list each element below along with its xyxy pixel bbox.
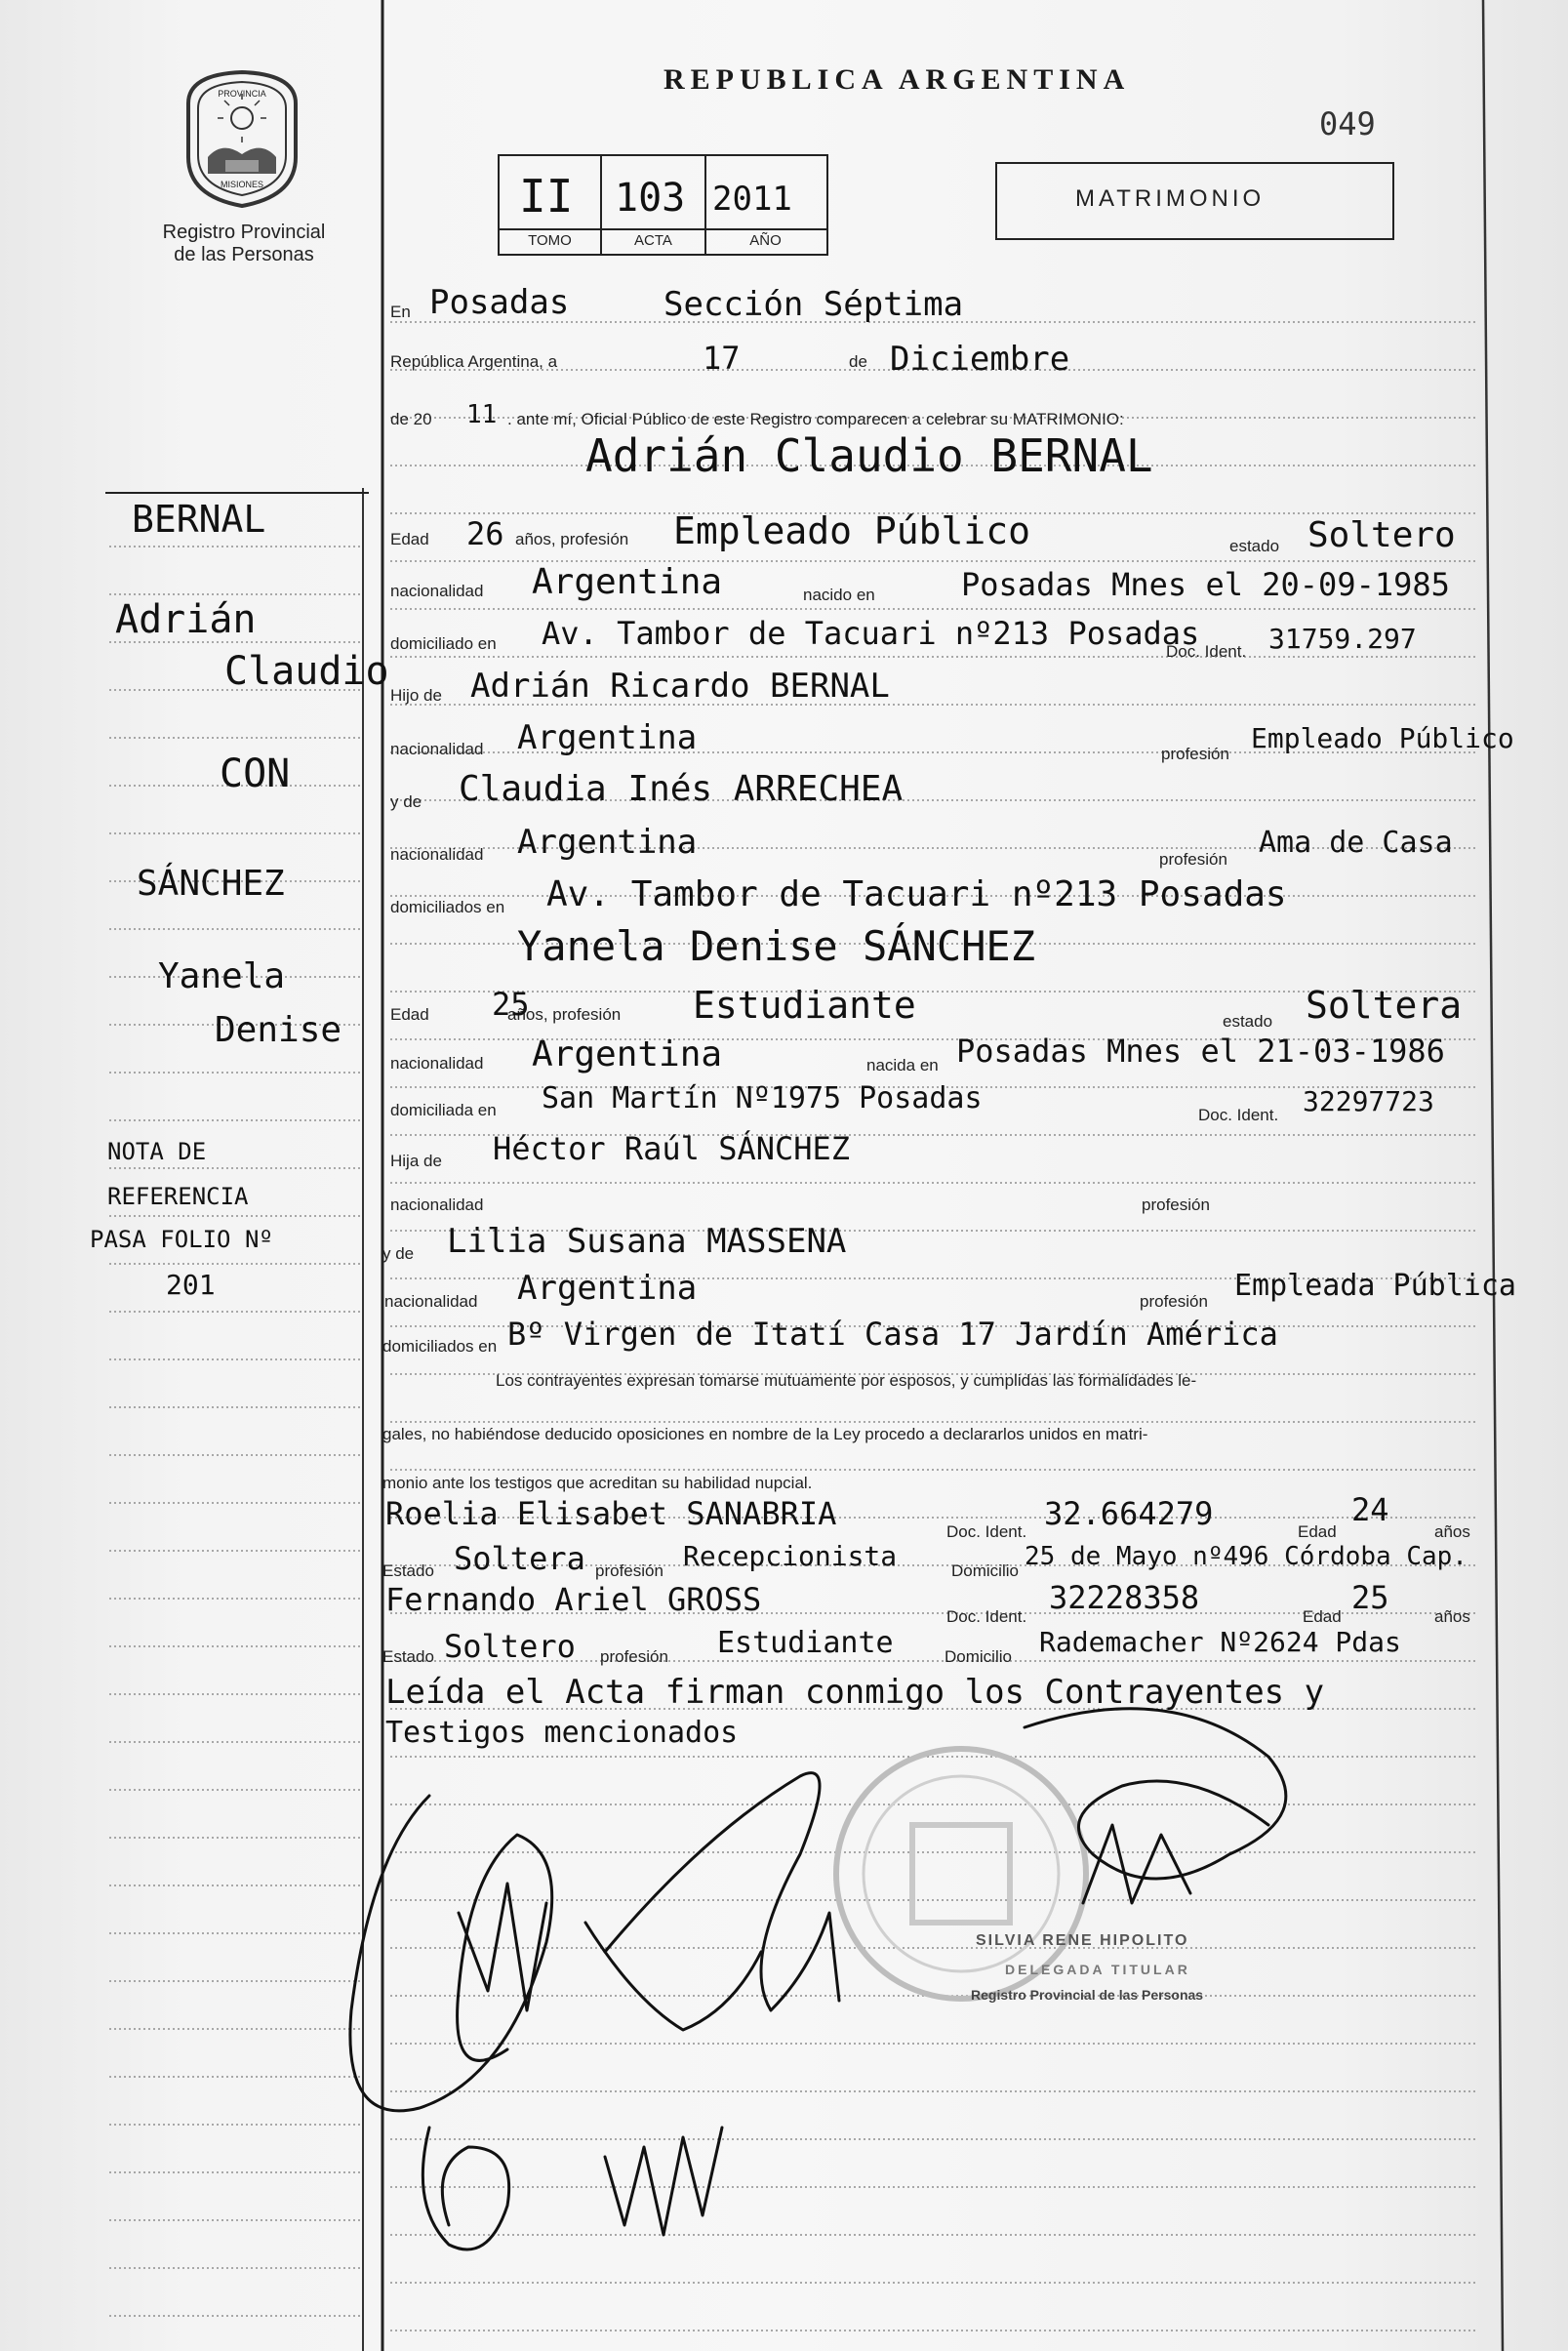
anio-value: 2011 <box>712 180 792 219</box>
bride-full-name: Yanela Denise SÁNCHEZ <box>517 922 1036 970</box>
witness1-address: 25 de Mayo nº496 Córdoba Cap. <box>1025 1542 1467 1571</box>
registry-line2: de las Personas <box>174 244 314 265</box>
signature-3 <box>1025 1709 1286 1879</box>
label-bride-doc: Doc. Ident. <box>1198 1106 1279 1124</box>
label-groom-hijo: Hijo de <box>390 686 442 705</box>
groom-marital-status: Soltero <box>1307 515 1456 555</box>
bride-age: 25 <box>492 986 530 1023</box>
label-w1-doc: Doc. Ident. <box>946 1522 1027 1541</box>
groom-profession: Empleado Público <box>673 509 1031 552</box>
margin-surname-bride: SÁNCHEZ <box>137 864 285 904</box>
margin-note-line1: NOTA DE <box>107 1138 207 1165</box>
witness2-age: 25 <box>1351 1579 1389 1616</box>
label-w1-estado: Estado <box>382 1561 434 1580</box>
city-value: Posadas <box>429 283 570 322</box>
label-w1-edad: Edad <box>1298 1522 1337 1541</box>
witness1-age: 24 <box>1351 1491 1389 1528</box>
margin-middle-name-groom: Claudio <box>224 649 389 694</box>
groom-address: Av. Tambor de Tacuari nº213 Posadas <box>542 615 1200 652</box>
legal-text-line3: monio ante los testigos que acreditan su habilidad nupcial. <box>382 1474 813 1492</box>
label-w2-domicilio: Domicilio <box>945 1647 1012 1666</box>
bride-doc: 32297723 <box>1303 1085 1434 1117</box>
margin-note-line4: 201 <box>166 1269 216 1301</box>
label-bride-nacida: nacida en <box>866 1056 939 1074</box>
record-type: MATRIMONIO <box>1075 185 1266 212</box>
month-value: Diciembre <box>890 340 1070 379</box>
signature-1 <box>350 1796 552 2111</box>
groom-age: 26 <box>466 515 504 552</box>
label-bm-nacionalidad: nacionalidad <box>384 1292 478 1311</box>
margin-middle-name-bride: Denise <box>215 1010 342 1050</box>
stamp-role: DELEGADA TITULAR <box>1005 1962 1190 1977</box>
margin-first-name-bride: Yanela <box>158 956 286 996</box>
acta-value: 103 <box>615 176 686 221</box>
label-republica: República Argentina, a <box>390 352 558 371</box>
signature-4 <box>422 2128 508 2250</box>
country-header: REPUBLICA ARGENTINA <box>663 63 1131 96</box>
witness2-status: Soltero <box>444 1628 576 1665</box>
label-officer: . ante mí, Oficial Público de este Registro comparecen a celebrar su MATRIMONIO: <box>507 410 1124 428</box>
signature-6 <box>585 1923 761 2030</box>
label-bride-estado: estado <box>1223 1012 1273 1031</box>
label-de-month: de <box>849 352 867 371</box>
legal-text-line1: Los contrayentes expresan tomarse mutuamente por esposos, y cumplidas las formalidades le- <box>496 1371 1197 1390</box>
label-bf-profesion: profesión <box>1142 1196 1210 1214</box>
day-value: 17 <box>703 340 741 377</box>
legal-text-line2: gales, no habiéndose deducido oposiciones en nombre de la Ley procedo a declararlos unidos en matri- <box>382 1425 1148 1443</box>
bride-birth: Posadas Mnes el 21-03-1986 <box>956 1033 1445 1070</box>
groom-father-nationality: Argentina <box>517 718 698 757</box>
svg-text:MISIONES: MISIONES <box>220 180 264 189</box>
label-gm-profesion: profesión <box>1159 850 1227 869</box>
signature-2 <box>605 1773 839 2010</box>
label-en: En <box>390 303 411 321</box>
groom-father-profession: Empleado Público <box>1251 722 1514 754</box>
witness1-status: Soltera <box>454 1540 585 1577</box>
label-w2-anos: años <box>1434 1607 1470 1626</box>
margin-first-name-groom: Adrián <box>115 597 257 642</box>
label-w1-anos: años <box>1434 1522 1470 1541</box>
label-bride-parents-domicilio: domiciliados en <box>382 1337 498 1356</box>
tomo-value: II <box>519 170 574 223</box>
bride-profession: Estudiante <box>693 984 916 1027</box>
margin-con: CON <box>220 751 291 796</box>
label-w2-edad: Edad <box>1303 1607 1342 1626</box>
stamp-office: Registro Provincial de las Personas <box>971 1987 1204 2003</box>
groom-full-name: Adrián Claudio BERNAL <box>585 429 1153 482</box>
label-groom-estado: estado <box>1229 537 1280 555</box>
anio-caption: AÑO <box>749 232 782 249</box>
label-gf-nacionalidad: nacionalidad <box>390 740 484 758</box>
groom-mother-profession: Ama de Casa <box>1259 826 1453 860</box>
groom-nationality: Argentina <box>532 562 723 602</box>
bride-mother: Lilia Susana MASSENA <box>447 1222 847 1261</box>
witness1-profession: Recepcionista <box>683 1540 898 1572</box>
label-groom-profesion: años, profesión <box>515 530 629 548</box>
label-gm-nacionalidad: nacionalidad <box>390 845 484 864</box>
tomo-caption: TOMO <box>528 232 572 249</box>
label-groom-parents-domicilio: domiciliados en <box>390 898 505 916</box>
label-groom-y-de: y de <box>390 792 422 811</box>
bride-mother-profession: Empleada Pública <box>1234 1269 1516 1303</box>
groom-doc: 31759.297 <box>1268 623 1417 655</box>
label-year-prefix: de 20 <box>390 410 432 428</box>
witness2-doc: 32228358 <box>1049 1579 1200 1616</box>
acta-caption: ACTA <box>634 232 672 249</box>
label-w2-doc: Doc. Ident. <box>946 1607 1027 1626</box>
signature-3b <box>1083 1825 1190 1903</box>
label-groom-domicilio: domiciliado en <box>390 634 497 653</box>
svg-text:PROVINCIA: PROVINCIA <box>218 89 266 99</box>
label-groom-nacionalidad: nacionalidad <box>390 582 484 600</box>
witness2-profession: Estudiante <box>717 1626 894 1660</box>
label-bride-edad: Edad <box>390 1005 429 1024</box>
page-number: 049 <box>1319 105 1376 142</box>
margin-note-line2: REFERENCIA <box>107 1183 249 1210</box>
bride-address: San Martín Nº1975 Posadas <box>542 1081 983 1115</box>
label-w1-domicilio: Domicilio <box>951 1561 1019 1580</box>
closing-line1: Leída el Acta firman conmigo los Contrayentes y <box>385 1673 1325 1712</box>
signature-1b <box>459 1884 546 2010</box>
label-bride-y-de: y de <box>382 1244 415 1263</box>
section-value: Sección Séptima <box>663 285 964 324</box>
year-suffix-value: 11 <box>466 400 498 429</box>
label-bf-nacionalidad: nacionalidad <box>390 1196 484 1214</box>
groom-mother: Claudia Inés ARRECHEA <box>459 769 904 809</box>
witness2-name: Fernando Ariel GROSS <box>385 1581 762 1618</box>
witness2-address: Rademacher Nº2624 Pdas <box>1039 1626 1401 1658</box>
groom-mother-nationality: Argentina <box>517 823 698 862</box>
label-w2-estado: Estado <box>382 1647 434 1666</box>
label-groom-edad: Edad <box>390 530 429 548</box>
label-w1-profesion: profesión <box>595 1561 663 1580</box>
label-bride-domicilio: domiciliada en <box>390 1101 497 1119</box>
groom-father: Adrián Ricardo BERNAL <box>470 667 890 706</box>
closing-line2: Testigos mencionados <box>385 1716 739 1750</box>
witness1-name: Roelia Elisabet SANABRIA <box>385 1495 837 1532</box>
margin-surname-groom: BERNAL <box>132 498 266 541</box>
label-w2-profesion: profesión <box>600 1647 668 1666</box>
label-bride-hija: Hija de <box>390 1152 442 1170</box>
registry-line1: Registro Provincial <box>162 222 326 243</box>
groom-birth: Posadas Mnes el 20-09-1985 <box>961 566 1450 603</box>
label-gf-profesion: profesión <box>1161 745 1229 763</box>
bride-mother-nationality: Argentina <box>517 1269 698 1308</box>
label-bm-profesion: profesión <box>1140 1292 1208 1311</box>
bride-father: Héctor Raúl SÁNCHEZ <box>493 1130 851 1167</box>
margin-note-line3: PASA FOLIO Nº <box>90 1226 273 1253</box>
witness1-doc: 32.664279 <box>1044 1495 1214 1532</box>
stamp-name: SILVIA RENE HIPOLITO <box>976 1932 1189 1949</box>
label-groom-nacido: nacido en <box>803 586 875 604</box>
bride-parents-address: Bº Virgen de Itatí Casa 17 Jardín América <box>507 1316 1278 1353</box>
signature-5 <box>605 2128 722 2235</box>
groom-parents-address: Av. Tambor de Tacuari nº213 Posadas <box>546 874 1287 914</box>
label-groom-doc: Doc. Ident. <box>1166 642 1247 661</box>
label-bride-profesion: años, profesión <box>507 1005 622 1024</box>
label-bride-nacionalidad: nacionalidad <box>390 1054 484 1073</box>
bride-marital-status: Soltera <box>1306 984 1463 1027</box>
bride-nationality: Argentina <box>532 1034 723 1074</box>
